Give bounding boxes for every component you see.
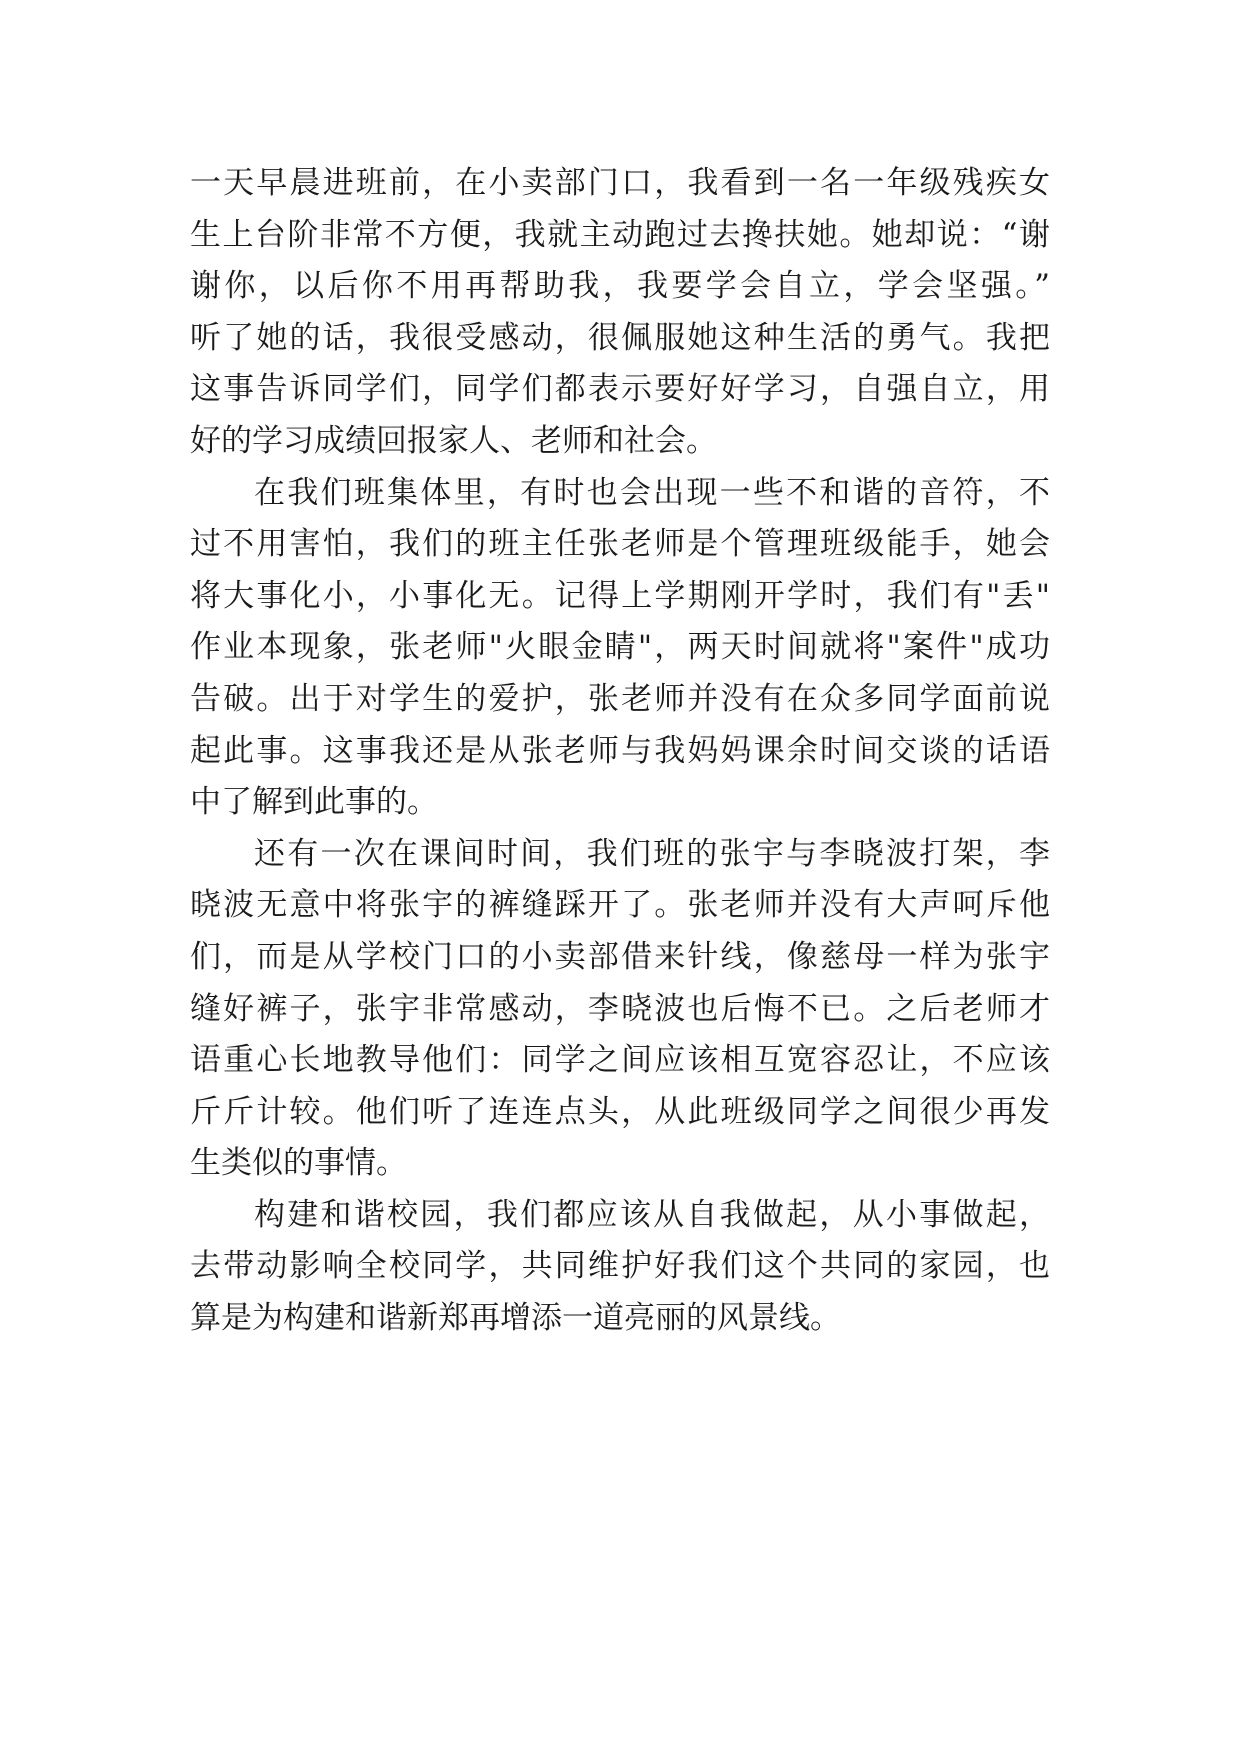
- text-line: 晓波无意中将张宇的裤缝踩开了。张老师并没有大声呵斥他: [190, 887, 1050, 924]
- text-line: 将大事化小，小事化无。记得上学期刚开学时，我们有"丢": [190, 577, 1050, 614]
- text-line: 去带动影响全校同学，共同维护好我们这个共同的家园，也: [190, 1248, 1050, 1285]
- text-line: 好的学习成绩回报家人、老师和社会。: [190, 422, 717, 459]
- text-line: 生类似的事情。: [190, 1145, 407, 1182]
- text-line: 算是为构建和谐新郑再增添一道亮丽的风景线。: [190, 1300, 841, 1337]
- text-line: 生上台阶非常不方便，我就主动跑过去搀扶她。她却说：“谢: [190, 216, 1050, 253]
- text-line: 们，而是从学校门口的小卖部借来针线，像慈母一样为张宇: [190, 938, 1050, 975]
- text-line: 起此事。这事我还是从张老师与我妈妈课余时间交谈的话语: [190, 732, 1050, 769]
- text-line: 作业本现象，张老师"火眼金睛"，两天时间就将"案件"成功: [190, 629, 1050, 666]
- text-line: 过不用害怕，我们的班主任张老师是个管理班级能手，她会: [190, 526, 1050, 563]
- text-line: 这事告诉同学们，同学们都表示要好好学习，自强自立，用: [190, 371, 1050, 408]
- paragraph: [190, 468, 1050, 829]
- text-line: 中了解到此事的。: [190, 784, 438, 821]
- text-line: 谢你，以后你不用再帮助我，我要学会自立，学会坚强。”: [190, 268, 1050, 305]
- text-line: 一天早晨进班前，在小卖部门口，我看到一名一年级残疾女: [190, 165, 1050, 201]
- text-line: 构建和谐校园，我们都应该从自我做起，从小事做起，: [254, 1196, 1050, 1233]
- paragraph: [190, 158, 1050, 468]
- text-line: 还有一次在课间时间，我们班的张宇与李晓波打架，李: [254, 835, 1050, 872]
- paragraph: [190, 829, 1050, 1190]
- text-line: 斤斤计较。他们听了连连点头，从此班级同学之间很少再发: [190, 1093, 1050, 1130]
- text-line: 语重心长地教导他们：同学之间应该相互宽容忍让，不应该: [190, 1042, 1050, 1079]
- text-line: 在我们班集体里，有时也会出现一些不和谐的音符，不: [254, 474, 1050, 511]
- paragraph: [190, 1190, 1050, 1345]
- text-line: 告破。出于对学生的爱护，张老师并没有在众多同学面前说: [190, 680, 1050, 717]
- text-line: 听了她的话，我很受感动，很佩服她这种生活的勇气。我把: [190, 319, 1050, 356]
- body-text: [190, 158, 1050, 1345]
- text-line: 缝好裤子，张宇非常感动，李晓波也后悔不已。之后老师才: [190, 990, 1050, 1027]
